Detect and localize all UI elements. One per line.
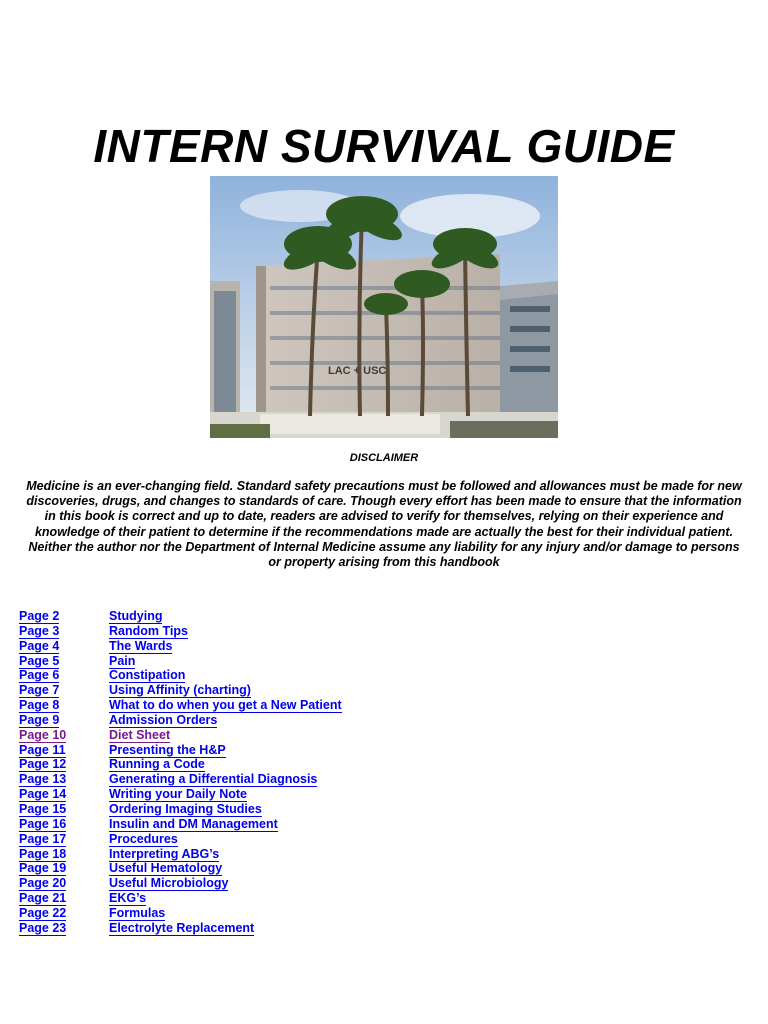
toc-topic-link[interactable]: Insulin and DM Management <box>109 816 278 831</box>
toc-item <box>19 655 419 670</box>
toc-item <box>19 669 419 684</box>
toc-item <box>19 640 419 655</box>
disclaimer-text: Medicine is an ever-changing field. Standard safety precautions must be followed and allowances must be made for new discoveries, drugs, and changes to standards of care. Though every effort has been made to ensure that the information in this book is correct and up to date, readers are advised to verify for themselves, relying on their experience and knowledge of their patient to determine if the recommendations made are actually the best for their individual patient. Neither the author nor the Department of Internal Medicine assume any liability for any injury and/or damage to persons or property arising from this handbook <box>26 479 742 570</box>
toc-page-link[interactable]: Page 21 <box>19 891 67 906</box>
toc-item <box>19 625 419 640</box>
toc-page-link[interactable]: Page 6 <box>19 668 60 683</box>
toc-topic-link[interactable]: Procedures <box>109 831 178 846</box>
toc-item <box>19 922 419 937</box>
toc-topic-link[interactable]: Useful Hematology <box>109 861 223 876</box>
toc-page-link[interactable]: Page 2 <box>19 609 60 623</box>
toc-topic-link[interactable]: EKG’s <box>109 891 147 906</box>
toc-item <box>19 684 419 699</box>
toc-topic-link[interactable]: Using Affinity (charting) <box>109 683 251 698</box>
toc-topic-link[interactable]: The Wards <box>109 638 173 653</box>
toc-item <box>19 758 419 773</box>
toc-page-link[interactable]: Page 7 <box>19 683 60 698</box>
toc-topic-link[interactable]: Running a Code <box>109 757 205 772</box>
toc-topic-link[interactable]: What to do when you get a New Patient <box>109 698 342 713</box>
toc-topic-link[interactable]: Writing your Daily Note <box>109 787 247 802</box>
toc-page-link[interactable]: Page 18 <box>19 846 67 861</box>
toc-topic-link[interactable]: Studying <box>109 609 163 623</box>
toc-page-link[interactable]: Page 9 <box>19 712 60 727</box>
toc-topic-link[interactable]: Electrolyte Replacement <box>109 920 255 935</box>
document-title: INTERN SURVIVAL GUIDE <box>93 120 675 172</box>
toc-page-link[interactable]: Page 4 <box>19 638 60 653</box>
toc-topic-link[interactable]: Constipation <box>109 668 186 683</box>
toc-page-link[interactable]: Page 10 <box>19 727 67 742</box>
toc-item <box>19 610 419 625</box>
toc-page-link[interactable]: Page 16 <box>19 816 67 831</box>
toc-page-link[interactable]: Page 11 <box>19 742 66 757</box>
toc-page-link[interactable]: Page 23 <box>19 920 67 935</box>
toc-topic-link[interactable]: Pain <box>109 653 136 668</box>
disclaimer-heading: DISCLAIMER <box>349 452 419 464</box>
toc-topic-link[interactable]: Interpreting ABG’s <box>109 846 220 861</box>
toc-item <box>19 788 419 803</box>
toc-item <box>19 877 419 892</box>
toc-page-link[interactable]: Page 22 <box>19 905 67 920</box>
toc-topic-link[interactable]: Admission Orders <box>109 712 218 727</box>
toc-page-link[interactable]: Page 14 <box>19 787 67 802</box>
toc-item <box>19 729 419 744</box>
toc-topic-link[interactable]: Formulas <box>109 905 166 920</box>
toc-page-link[interactable]: Page 12 <box>19 757 67 772</box>
toc-item <box>19 699 419 714</box>
toc-page-link[interactable]: Page 19 <box>19 861 67 876</box>
building-sign: LAC + USC <box>328 365 387 377</box>
toc-topic-link[interactable]: Random Tips <box>109 623 188 638</box>
table-of-contents <box>19 610 419 937</box>
toc-page-link[interactable]: Page 13 <box>19 772 67 787</box>
toc-item <box>19 818 419 833</box>
toc-topic-link[interactable]: Presenting the H&P <box>109 742 226 757</box>
toc-item <box>19 907 419 922</box>
toc-item <box>19 714 419 729</box>
toc-item <box>19 803 419 818</box>
toc-page-link[interactable]: Page 5 <box>19 653 60 668</box>
toc-page-link[interactable]: Page 3 <box>19 623 60 638</box>
toc-page-link[interactable]: Page 8 <box>19 698 60 713</box>
hospital-photo <box>210 176 558 438</box>
toc-item <box>19 773 419 788</box>
toc-item <box>19 833 419 848</box>
toc-topic-link[interactable]: Diet Sheet <box>109 727 171 742</box>
toc-page-link[interactable]: Page 20 <box>19 876 67 891</box>
toc-item <box>19 862 419 877</box>
toc-topic-link[interactable]: Useful Microbiology <box>109 876 229 891</box>
toc-topic-link[interactable]: Generating a Differential Diagnosis <box>109 772 318 787</box>
toc-topic-link[interactable]: Ordering Imaging Studies <box>109 801 262 816</box>
toc-item <box>19 848 419 863</box>
toc-item <box>19 892 419 907</box>
toc-item <box>19 744 419 759</box>
toc-page-link[interactable]: Page 15 <box>19 801 67 816</box>
toc-page-link[interactable]: Page 17 <box>19 831 67 846</box>
